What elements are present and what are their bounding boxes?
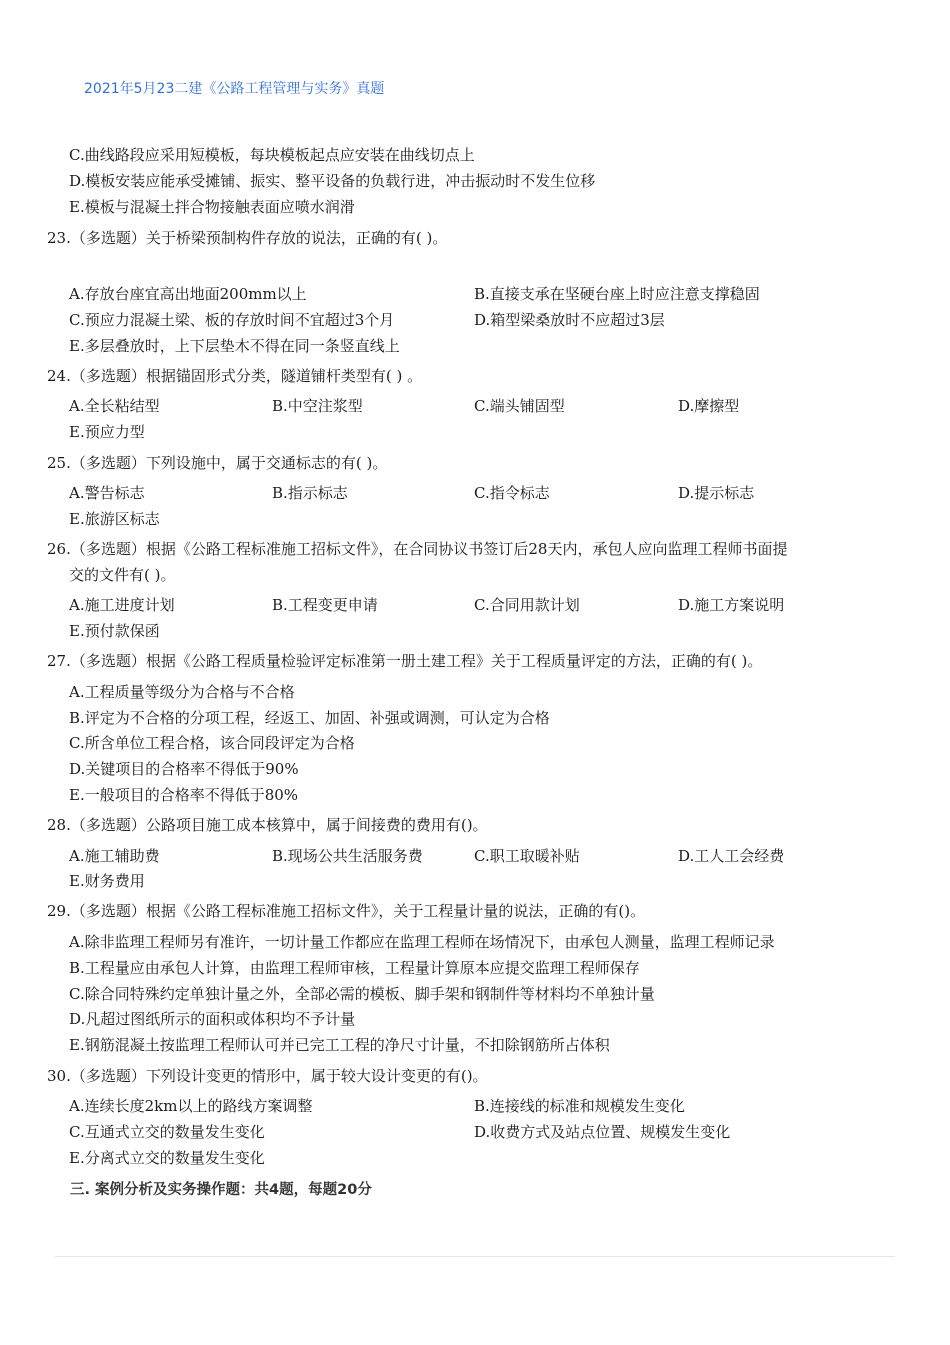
- q29-option-d: D.凡超过图纸所示的面积或体积均不予计量: [69, 1010, 356, 1028]
- q29-option-c: C.除合同特殊约定单独计量之外，全部必需的模板、脚手架和钢制件等材料均不单独计量: [69, 985, 655, 1003]
- q23-option-e: E.多层叠放时，上下层垫木不得在同一条竖直线上: [69, 337, 400, 355]
- q25-option-a: A.警告标志: [69, 484, 145, 502]
- q28-option-a: A.施工辅助费: [69, 847, 160, 865]
- q24-option-d: D.摩擦型: [678, 397, 740, 415]
- q24-option-c: C.端头铺固型: [474, 397, 565, 415]
- footer-divider: [55, 1256, 895, 1257]
- q30-option-e: E.分离式立交的数量发生变化: [69, 1149, 265, 1167]
- q22-option-d: D.模板安装应能承受摊铺、振实、整平设备的负载行进，冲击振动时不发生位移: [69, 172, 596, 190]
- q27-option-a: A.工程质量等级分为合格与不合格: [69, 683, 295, 701]
- q25-option-e: E.旅游区标志: [69, 510, 160, 528]
- q24-option-b: B.中空注浆型: [272, 397, 363, 415]
- q30-option-b: B.连接线的标准和规模发生变化: [474, 1097, 685, 1115]
- q23-option-c: C.预应力混凝土梁、板的存放时间不宜超过3个月: [69, 311, 395, 329]
- q28-option-c: C.职工取暖补贴: [474, 847, 580, 865]
- q23-option-d: D.箱型梁桑放时不应超过3层: [474, 311, 665, 329]
- q29-option-b: B.工程量应由承包人计算，由监理工程师审核，工程量计算原本应提交监理工程师保存: [69, 959, 640, 977]
- q24-stem: 24.（多选题）根据锚固形式分类，隧道铺杆类型有( ) 。: [47, 367, 423, 385]
- q24-option-a: A.全长粘结型: [69, 397, 160, 415]
- q27-stem: 27.（多选题）根据《公路工程质量检验评定标准第一册土建工程》关于工程质量评定的方法，正确的有( )。: [47, 652, 763, 670]
- q27-option-d: D.关键项目的合格率不得低于90%: [69, 760, 299, 778]
- q23-stem: 23.（多选题）关于桥梁预制构件存放的说法，正确的有( )。: [47, 229, 448, 247]
- q27-option-b: B.评定为不合格的分项工程，经返工、加固、补强或调测，可认定为合格: [69, 709, 550, 727]
- q30-option-a: A.连续长度2km以上的路线方案调整: [69, 1097, 313, 1115]
- q28-option-b: B.现场公共生活服务费: [272, 847, 423, 865]
- q30-option-c: C.互通式立交的数量发生变化: [69, 1123, 265, 1141]
- q29-stem: 29.（多选题）根据《公路工程标准施工招标文件》，关于工程量计量的说法，正确的有()。: [47, 902, 646, 920]
- q26-option-a: A.施工进度计划: [69, 596, 175, 614]
- q26-option-b: B.工程变更申请: [272, 596, 378, 614]
- q25-option-c: C.指令标志: [474, 484, 550, 502]
- q22-option-c: C.曲线路段应采用短模板，每块模板起点应安装在曲线切点上: [69, 146, 475, 164]
- q30-option-d: D.收费方式及站点位置、规模发生变化: [474, 1123, 731, 1141]
- q30-stem: 30.（多选题）下列设计变更的情形中，属于较大设计变更的有()。: [47, 1067, 488, 1085]
- q27-option-c: C.所含单位工程合格，该合同段评定为合格: [69, 734, 355, 752]
- q23-option-b: B.直接支承在坚硬台座上时应注意支撑稳固: [474, 285, 760, 303]
- q22-option-e: E.模板与混凝土拌合物接触表面应喷水润滑: [69, 198, 355, 216]
- q25-option-b: B.指示标志: [272, 484, 348, 502]
- q29-option-a: A.除非监理工程师另有准许，一切计量工作都应在监理工程师在场情况下，由承包人测量，监理工程师记录: [69, 933, 775, 951]
- q27-option-e: E.一般项目的合格率不得低于80%: [69, 786, 299, 804]
- q28-option-d: D.工人工会经费: [678, 847, 785, 865]
- q26-stem: 26.（多选题）根据《公路工程标准施工招标文件》，在合同协议书签订后28天内，承包人应向监理工程师书面提: [47, 540, 788, 558]
- q28-option-e: E.财务费用: [69, 872, 145, 890]
- q23-option-a: A.存放台座宜高出地面200mm以上: [69, 285, 307, 303]
- q26-option-e: E.预付款保函: [69, 622, 160, 640]
- q25-option-d: D.提示标志: [678, 484, 755, 502]
- section-three-heading: 三. 案例分析及实务操作题：共4题，每题20分: [70, 1182, 372, 1198]
- q25-stem: 25.（多选题）下列设施中，属于交通标志的有( )。: [47, 454, 388, 472]
- q28-stem: 28.（多选题）公路项目施工成本核算中，属于间接费的费用有()。: [47, 816, 488, 834]
- q26-stem-continued: 交的文件有( )。: [69, 566, 176, 584]
- q29-option-e: E.钢筋混凝土按监理工程师认可并已完工工程的净尺寸计量，不扣除钢筋所占体积: [69, 1036, 610, 1054]
- q26-option-c: C.合同用款计划: [474, 596, 580, 614]
- q26-option-d: D.施工方案说明: [678, 596, 785, 614]
- document-title: 2021年5月23二建《公路工程管理与实务》真题: [84, 81, 385, 97]
- q24-option-e: E.预应力型: [69, 423, 145, 441]
